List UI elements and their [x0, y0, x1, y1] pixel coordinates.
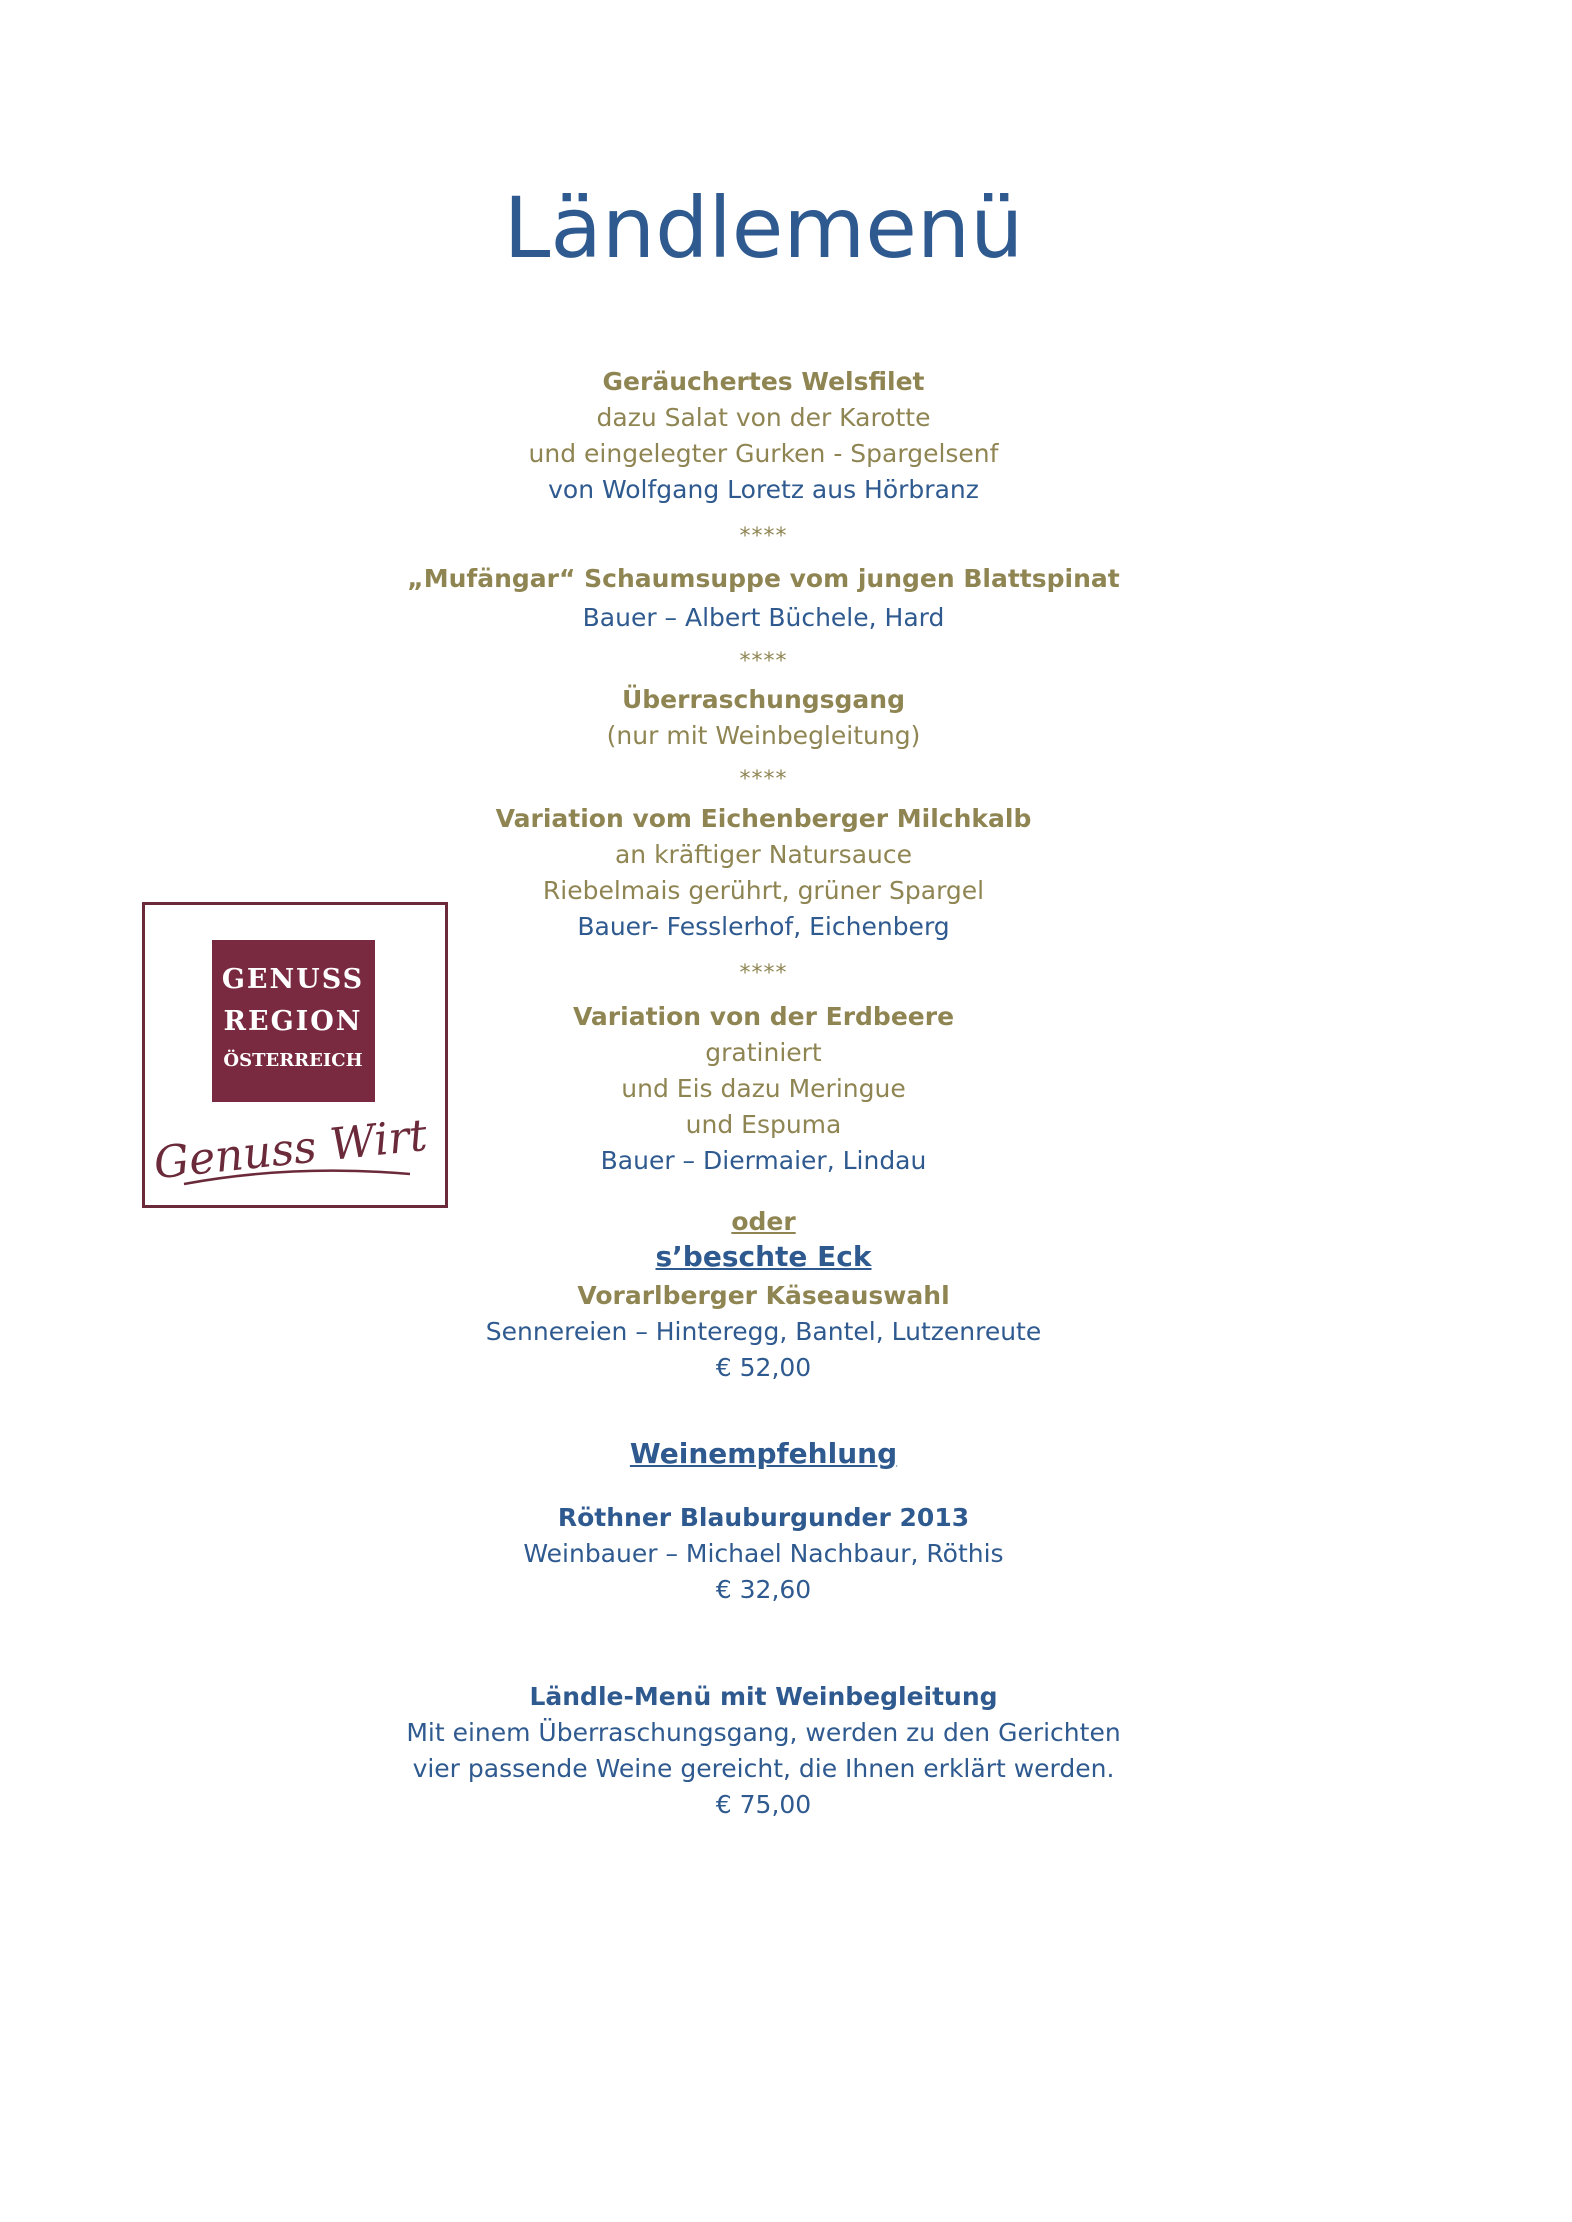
- alt-source: Sennereien – Hinteregg, Bantel, Lutzenreute: [485, 1317, 1042, 1346]
- page-title: Ländlemenü: [503, 179, 1024, 277]
- course5-desc2: und Eis dazu Meringue: [621, 1074, 906, 1103]
- wine-name: Röthner Blauburgunder 2013: [557, 1503, 970, 1532]
- pairing-price: € 75,00: [715, 1790, 812, 1819]
- course5-desc3: und Espuma: [685, 1110, 842, 1139]
- pairing-text1: Mit einem Überraschungsgang, werden zu den Gerichten: [406, 1718, 1121, 1747]
- course1-name: Geräuchertes Welsfilet: [602, 367, 925, 396]
- course5-desc1: gratiniert: [705, 1038, 822, 1067]
- wine-source: Weinbauer – Michael Nachbaur, Röthis: [523, 1539, 1004, 1568]
- separator: ****: [739, 649, 788, 674]
- course1-desc1: dazu Salat von der Karotte: [596, 403, 931, 432]
- course4-source: Bauer- Fesslerhof, Eichenberg: [577, 912, 950, 941]
- alt-name: s’beschte Eck: [655, 1240, 872, 1273]
- genuss-region-logo: [142, 902, 448, 1208]
- course2-source: Bauer – Albert Büchele, Hard: [582, 603, 945, 632]
- logo-line3: ÖSTERREICH: [223, 1050, 363, 1071]
- course1-desc2: und eingelegter Gurken - Spargelsenf: [528, 439, 999, 468]
- course2-name: „Mufängar“ Schaumsuppe vom jungen Blattspinat: [407, 564, 1120, 593]
- pairing-heading: Ländle-Menü mit Weinbegleitung: [529, 1682, 998, 1711]
- course1-source: von Wolfgang Loretz aus Hörbranz: [548, 475, 979, 504]
- alt-sub: Vorarlberger Käseauswahl: [577, 1281, 950, 1310]
- course4-desc2: Riebelmais gerührt, grüner Spargel: [542, 876, 985, 905]
- pairing-text2: vier passende Weine gereicht, die Ihnen erklärt werden.: [412, 1754, 1115, 1783]
- wine-price: € 32,60: [715, 1575, 812, 1604]
- alt-price: € 52,00: [715, 1353, 812, 1382]
- separator: ****: [739, 767, 788, 792]
- logo-line2: REGION: [223, 1006, 363, 1037]
- course3-name: Überraschungsgang: [621, 685, 905, 714]
- course3-desc1: (nur mit Weinbegleitung): [606, 721, 921, 750]
- separator: ****: [739, 961, 788, 986]
- logo-line1: GENUSS: [221, 964, 365, 995]
- logo-script: Genuss Wirt: [151, 1109, 430, 1190]
- course4-name: Variation vom Eichenberger Milchkalb: [495, 804, 1032, 833]
- course5-source: Bauer – Diermaier, Lindau: [600, 1146, 927, 1175]
- separator: ****: [739, 524, 788, 549]
- wine-heading: Weinempfehlung: [629, 1437, 898, 1470]
- course4-desc1: an kräftiger Natursauce: [614, 840, 913, 869]
- genuss-region-logo-graphic: [142, 902, 448, 1208]
- alt-oder: oder: [731, 1207, 796, 1236]
- course5-name: Variation von der Erdbeere: [572, 1002, 955, 1031]
